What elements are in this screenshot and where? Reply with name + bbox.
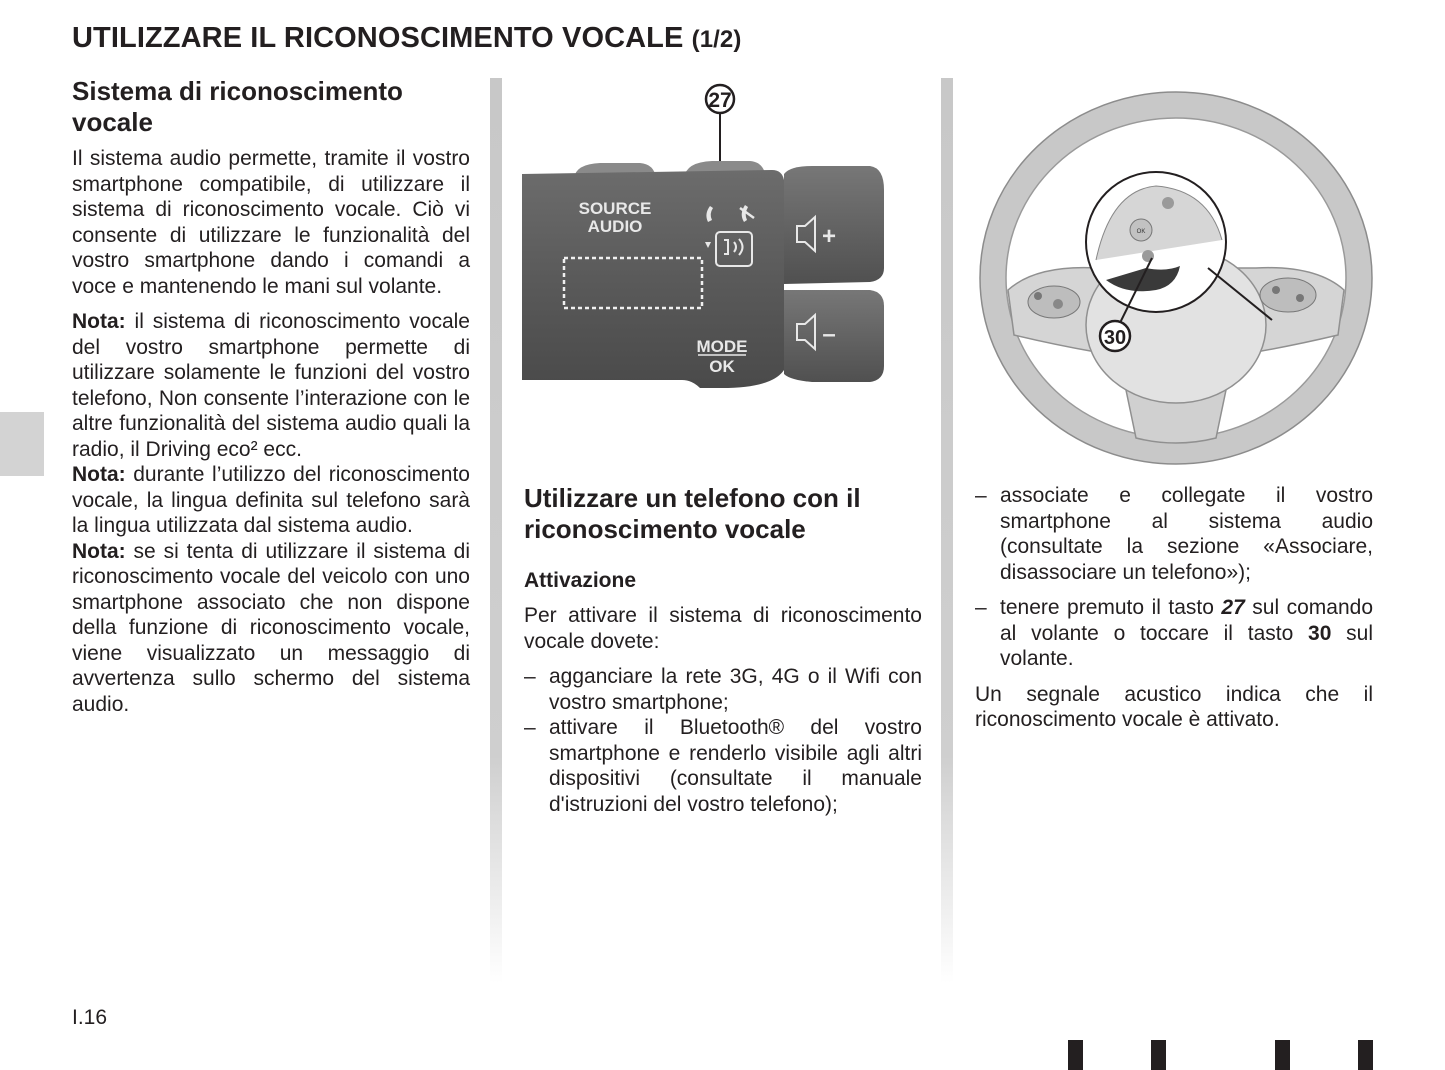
button-ref-30: 30 — [1308, 621, 1332, 645]
note-text: il sistema di riconoscimento vocale del vostro smartphone permette di utilizzare solamente le funzioni del vostro telefono, Non consente l’interazione con le altre funzionalità del sistema audio quali la radio, il Driving eco² ecc. — [72, 310, 470, 461]
volume-down-symbol: – — [822, 321, 836, 348]
source-label: SOURCE — [578, 199, 652, 218]
activation-list-continued — [975, 483, 1373, 672]
left-spoke-controls — [1028, 286, 1080, 318]
activation-subheading: Attivazione — [524, 569, 637, 592]
ok-label: OK — [709, 357, 735, 376]
edge-mark — [1068, 1040, 1083, 1070]
edge-mark — [1275, 1040, 1290, 1070]
note-text: se si tenta di utilizzare il sistema di riconoscimento vocale del veicolo con uno smartphone associato che non dispone della funzione di riconoscimento vocale, viene visualizzato un messaggio di avvertenza sullo schermo del sistema audio. — [72, 539, 470, 716]
callout-label: 27 — [708, 89, 732, 112]
section-heading: Sistema di riconoscimento vocale — [72, 76, 403, 137]
note-text: durante l’utilizzo del riconoscimento vocale, la lingua definita sul telefono sarà la lingua utilizzata dal sistema audio. — [72, 463, 470, 537]
edge-mark — [1151, 1040, 1166, 1070]
list-item — [975, 595, 1373, 672]
chapter-tab — [0, 412, 44, 476]
zoom-ok-label: OK — [1136, 229, 1146, 235]
zoom-phone-button — [1162, 197, 1174, 209]
intro-paragraph: Il sistema audio permette, tramite il vostro smartphone compatibile, di utilizzare il sistema di riconoscimento vocale. Ciò vi consente di utilizzare le funzionalità del vostro smartphone dando i comandi a voce e mantenendo le mani sul volante. — [72, 147, 470, 298]
activation-list — [524, 664, 922, 817]
note-paragraph-2 — [72, 462, 470, 539]
volume-up-symbol: + — [821, 223, 837, 250]
stalk-illustration — [522, 80, 888, 400]
list-item: – agganciare la rete 3G, 4G o il Wifi con vostro smartphone; — [524, 664, 922, 715]
note-label: Nota: — [72, 463, 126, 486]
activation-intro: Per attivare il sistema di riconoscimento vocale dovete: — [524, 604, 922, 653]
list-item-text: tenere premuto il tasto — [1000, 596, 1222, 619]
column-divider-right — [941, 78, 953, 983]
list-item-text: sul comando al volante o toccare il tasto — [1000, 596, 1374, 645]
edge-mark — [1358, 1040, 1373, 1070]
note-label: Nota: — [72, 539, 126, 563]
zoom-voice-button — [1142, 250, 1154, 262]
column-divider-left — [490, 78, 502, 983]
section-activation-continued — [975, 483, 1373, 733]
section-use-phone-voice — [524, 483, 922, 817]
callout-27 — [706, 85, 734, 113]
list-item: – attivare il Bluetooth® del vostro smartphone e renderlo visibile agli altri dispositivi (consultate il manuale d'istruzioni del vostro telefono); — [524, 715, 922, 817]
page-number: I.16 — [72, 1006, 108, 1029]
list-item-text: sul volante. — [1000, 621, 1373, 670]
list-item: – associate e collegate il vostro smartphone al sistema audio (consultate la sezione «Associare, disassociare un telefono»); — [975, 483, 1373, 585]
steering-wheel-illustration — [976, 90, 1376, 475]
section-heading: Utilizzare un telefono con il riconoscimento vocale — [524, 483, 861, 544]
right-spoke-controls — [1260, 278, 1316, 312]
note-paragraph-1 — [72, 309, 470, 462]
audio-label: AUDIO — [587, 217, 643, 236]
outro-paragraph: Un segnale acustico indica che il riconoscimento vocale è attivato. — [975, 682, 1373, 731]
mode-label: MODE — [696, 337, 748, 356]
page-title-text: UTILIZZARE IL RICONOSCIMENTO VOCALE — [72, 22, 684, 54]
page-title — [72, 22, 741, 55]
callout-30 — [1100, 321, 1130, 351]
button-ref-27: 27 — [1221, 596, 1245, 619]
note-paragraph-3 — [72, 539, 470, 718]
page-title-part: (1/2) — [691, 26, 742, 53]
callout-label: 30 — [1103, 327, 1127, 349]
section-voice-recognition-system — [72, 76, 470, 717]
note-label: Nota: — [72, 310, 126, 333]
